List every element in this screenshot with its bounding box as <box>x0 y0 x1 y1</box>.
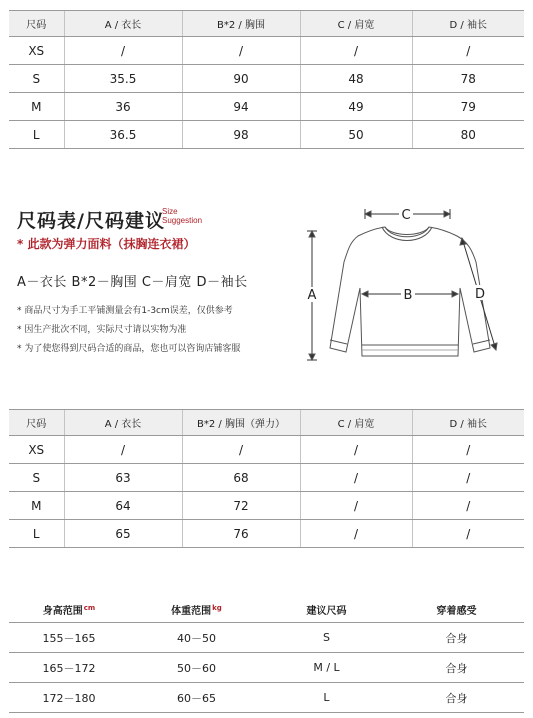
table-cell: 49 <box>300 93 412 121</box>
subtitle-line: Size <box>162 207 178 216</box>
table-cell: 合身 <box>389 683 524 713</box>
table-row <box>9 93 524 121</box>
table-cell: / <box>300 436 412 464</box>
table-cell: 36 <box>64 93 182 121</box>
table-cell: / <box>300 520 412 548</box>
diagram-label-c: C <box>401 208 411 223</box>
collar-line <box>382 227 432 241</box>
table-cell: S <box>264 623 389 653</box>
table-cell: 48 <box>300 65 412 93</box>
table-row <box>9 37 524 65</box>
table-header-row <box>9 410 524 436</box>
table-cell: L <box>264 683 389 713</box>
table-row <box>9 683 524 713</box>
header-cell: B*2 / 胸围 <box>182 11 300 37</box>
table-cell: XS <box>9 436 64 464</box>
header-cell: 尺码 <box>9 11 64 37</box>
table-cell: S <box>9 464 64 492</box>
table-cell: 155－165 <box>9 623 129 653</box>
header-cell: A / 衣长 <box>64 11 182 37</box>
size-table-1 <box>9 10 524 149</box>
table-cell: 94 <box>182 93 300 121</box>
size-table-2 <box>9 409 524 548</box>
table-cell: 80 <box>412 121 524 149</box>
cuff-line <box>330 340 347 344</box>
table-row <box>9 520 524 548</box>
header-cell: 建议尺码 <box>306 605 347 617</box>
table-cell: 172－180 <box>9 683 129 713</box>
table-cell: 90 <box>182 65 300 93</box>
header-cell <box>9 596 129 623</box>
table-row <box>9 653 524 683</box>
header-cell: C / 肩宽 <box>300 410 412 436</box>
table-cell: / <box>182 37 300 65</box>
table-cell: 35.5 <box>64 65 182 93</box>
table-row <box>9 65 524 93</box>
subtitle-line: Suggestion <box>162 216 203 225</box>
diagram-label-d: D <box>474 287 486 302</box>
unit-label: cm <box>83 603 96 612</box>
header-label: 体重范围 <box>171 605 212 617</box>
diagram-label-b: B <box>403 288 413 303</box>
table-row <box>9 121 524 149</box>
header-cell: B*2 / 胸围（弹力） <box>182 410 300 436</box>
table-cell: 78 <box>412 65 524 93</box>
table-cell: / <box>412 520 524 548</box>
header-cell: 尺码 <box>9 410 64 436</box>
table-cell: / <box>412 436 524 464</box>
table-cell: / <box>412 464 524 492</box>
header-label: 身高范围 <box>42 605 83 617</box>
table-cell: 36.5 <box>64 121 182 149</box>
note-line: * 商品尺寸为手工平铺测量会有1-3cm误差，仅供参考 <box>17 306 233 316</box>
table-cell: 65 <box>64 520 182 548</box>
table-cell: M <box>9 93 64 121</box>
table-cell: L <box>9 520 64 548</box>
table-row <box>9 436 524 464</box>
table-row <box>9 623 524 653</box>
table-cell: / <box>64 37 182 65</box>
table-cell: XS <box>9 37 64 65</box>
table-cell: 60－65 <box>129 683 264 713</box>
table-row <box>9 492 524 520</box>
header-cell: 穿着感受 <box>436 605 477 617</box>
header-cell: D / 袖长 <box>412 410 524 436</box>
sweater-diagram <box>300 200 510 375</box>
table-cell: 合身 <box>389 623 524 653</box>
table-cell: 165－172 <box>9 653 129 683</box>
table-cell: 50－60 <box>129 653 264 683</box>
table-cell: L <box>9 121 64 149</box>
table-cell: 50 <box>300 121 412 149</box>
table-row <box>9 464 524 492</box>
table-cell: 98 <box>182 121 300 149</box>
header-cell: D / 袖长 <box>412 11 524 37</box>
note-line: * 因生产批次不同，实际尺寸请以实物为准 <box>17 325 187 335</box>
table-cell: / <box>300 492 412 520</box>
table-header-row <box>9 11 524 37</box>
fabric-warning: * 此款为弹力面料（抹胸连衣裙） <box>17 237 196 251</box>
table-cell: 68 <box>182 464 300 492</box>
table-cell: / <box>412 37 524 65</box>
table-cell: / <box>182 436 300 464</box>
table-cell: / <box>412 492 524 520</box>
page-subtitle-en <box>162 207 202 225</box>
table-cell: 72 <box>182 492 300 520</box>
size-suggestion-table <box>9 596 524 713</box>
header-cell <box>129 596 264 623</box>
table-cell: M <box>9 492 64 520</box>
table-cell: 63 <box>64 464 182 492</box>
table-cell: 40－50 <box>129 623 264 653</box>
table-cell: 合身 <box>389 653 524 683</box>
diagram-label-a: A <box>307 288 317 303</box>
unit-label: kg <box>212 603 222 612</box>
table-cell: M / L <box>264 653 389 683</box>
table-cell: 64 <box>64 492 182 520</box>
page-title: 尺码表/尺码建议 <box>17 210 165 232</box>
cuff-line <box>473 340 490 344</box>
note-line: * 为了使您得到尺码合适的商品，您也可以咨询店铺客服 <box>17 344 241 354</box>
table-cell: / <box>300 464 412 492</box>
header-cell: A / 衣长 <box>64 410 182 436</box>
table-cell: / <box>300 37 412 65</box>
table-cell: 76 <box>182 520 300 548</box>
table-cell: / <box>64 436 182 464</box>
table-cell: S <box>9 65 64 93</box>
table-cell: 79 <box>412 93 524 121</box>
header-cell: C / 肩宽 <box>300 11 412 37</box>
table-header-row <box>9 596 524 623</box>
measurement-legend: A－衣长 B*2－胸围 C－肩宽 D－袖长 <box>17 275 248 290</box>
